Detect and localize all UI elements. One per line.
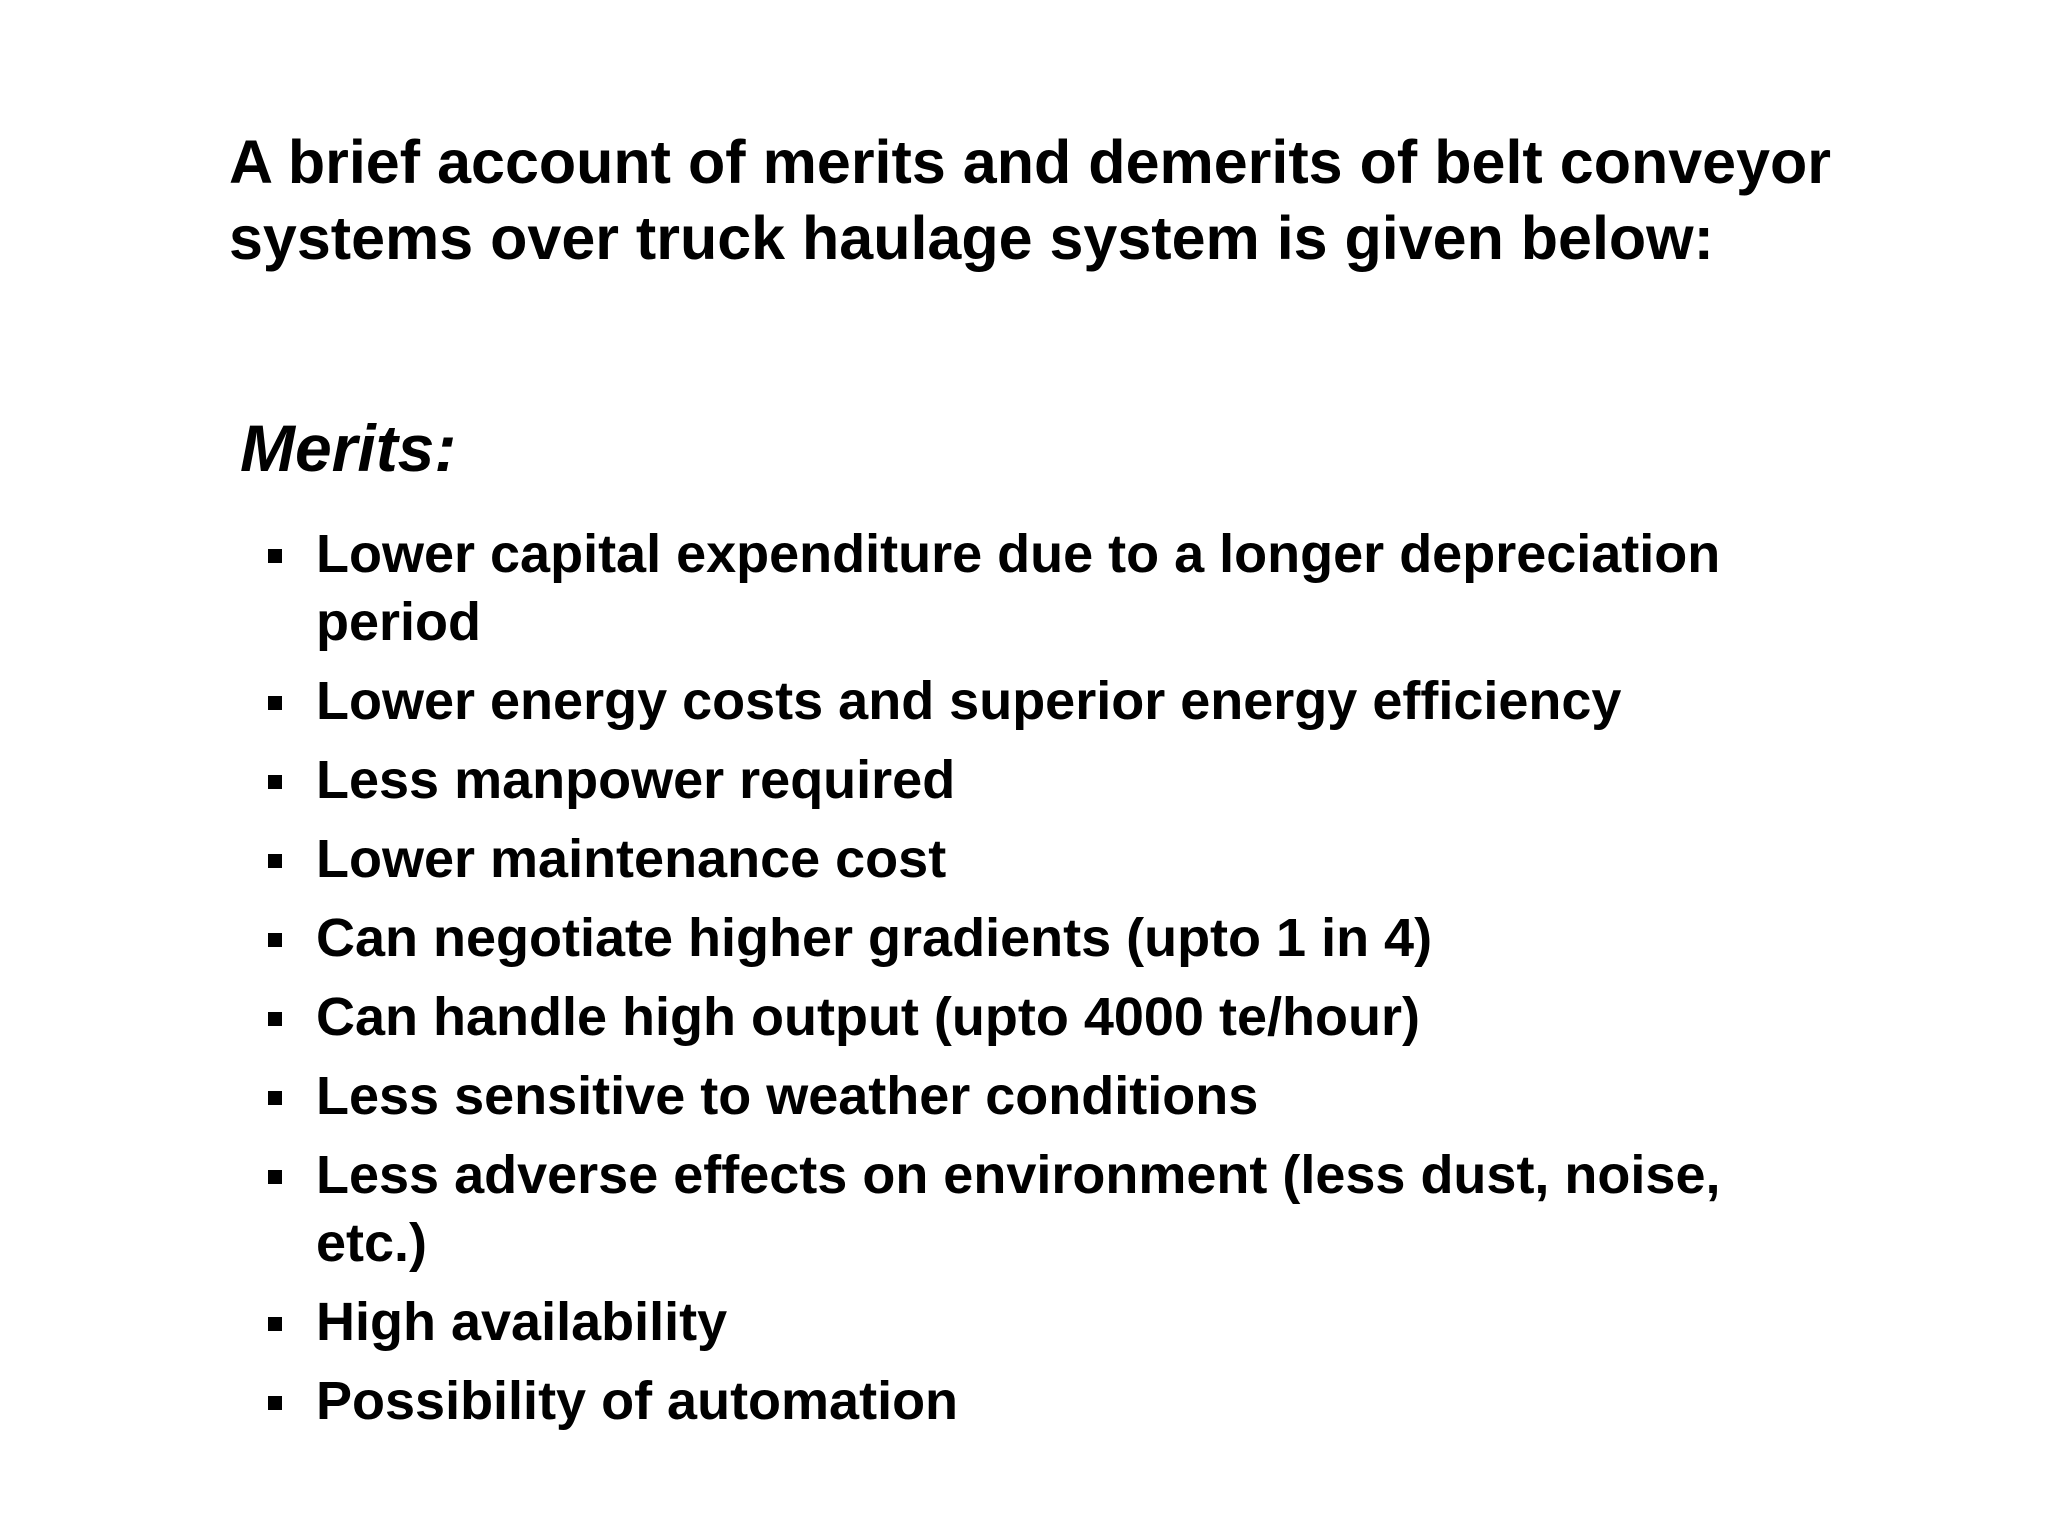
intro-paragraph: A brief account of merits and demerits of belt conveyor systems over truck haulage system is given below:: [229, 128, 1831, 272]
square-bullet-icon: [268, 933, 282, 947]
list-item: [262, 1141, 1842, 1277]
square-bullet-icon: [268, 549, 282, 563]
square-bullet-icon: [268, 775, 282, 789]
square-bullet-icon: [268, 1091, 282, 1105]
square-bullet-icon: [268, 1317, 282, 1331]
merit-text: High availability: [316, 1292, 728, 1352]
list-item: [262, 825, 1842, 893]
list-item: [262, 983, 1842, 1051]
square-bullet-icon: [268, 1012, 282, 1026]
square-bullet-icon: [268, 696, 282, 710]
list-item: [262, 1367, 1842, 1435]
merits-heading: Merits:: [240, 411, 457, 485]
merit-text: Lower maintenance cost: [316, 829, 947, 889]
merit-text: Lower energy costs and superior energy efficiency: [316, 671, 1622, 731]
merit-text: Less manpower required: [316, 750, 956, 810]
merits-list: [262, 520, 1842, 1446]
square-bullet-icon: [268, 1396, 282, 1410]
merit-text: Lower capital expenditure due to a longer depreciation period: [316, 524, 1721, 652]
merit-text: Less sensitive to weather conditions: [316, 1066, 1259, 1126]
list-item: [262, 1288, 1842, 1356]
list-item: [262, 667, 1842, 735]
list-item: [262, 1062, 1842, 1130]
merit-text: Can negotiate higher gradients (upto 1 in 4): [316, 908, 1433, 968]
square-bullet-icon: [268, 1170, 282, 1184]
list-item: [262, 746, 1842, 814]
list-item: [262, 520, 1842, 656]
merit-text: Possibility of automation: [316, 1371, 959, 1431]
list-item: [262, 904, 1842, 972]
square-bullet-icon: [268, 854, 282, 868]
merit-text: Less adverse effects on environment (less dust, noise, etc.): [316, 1145, 1721, 1273]
merit-text: Can handle high output (upto 4000 te/hour): [316, 987, 1420, 1047]
